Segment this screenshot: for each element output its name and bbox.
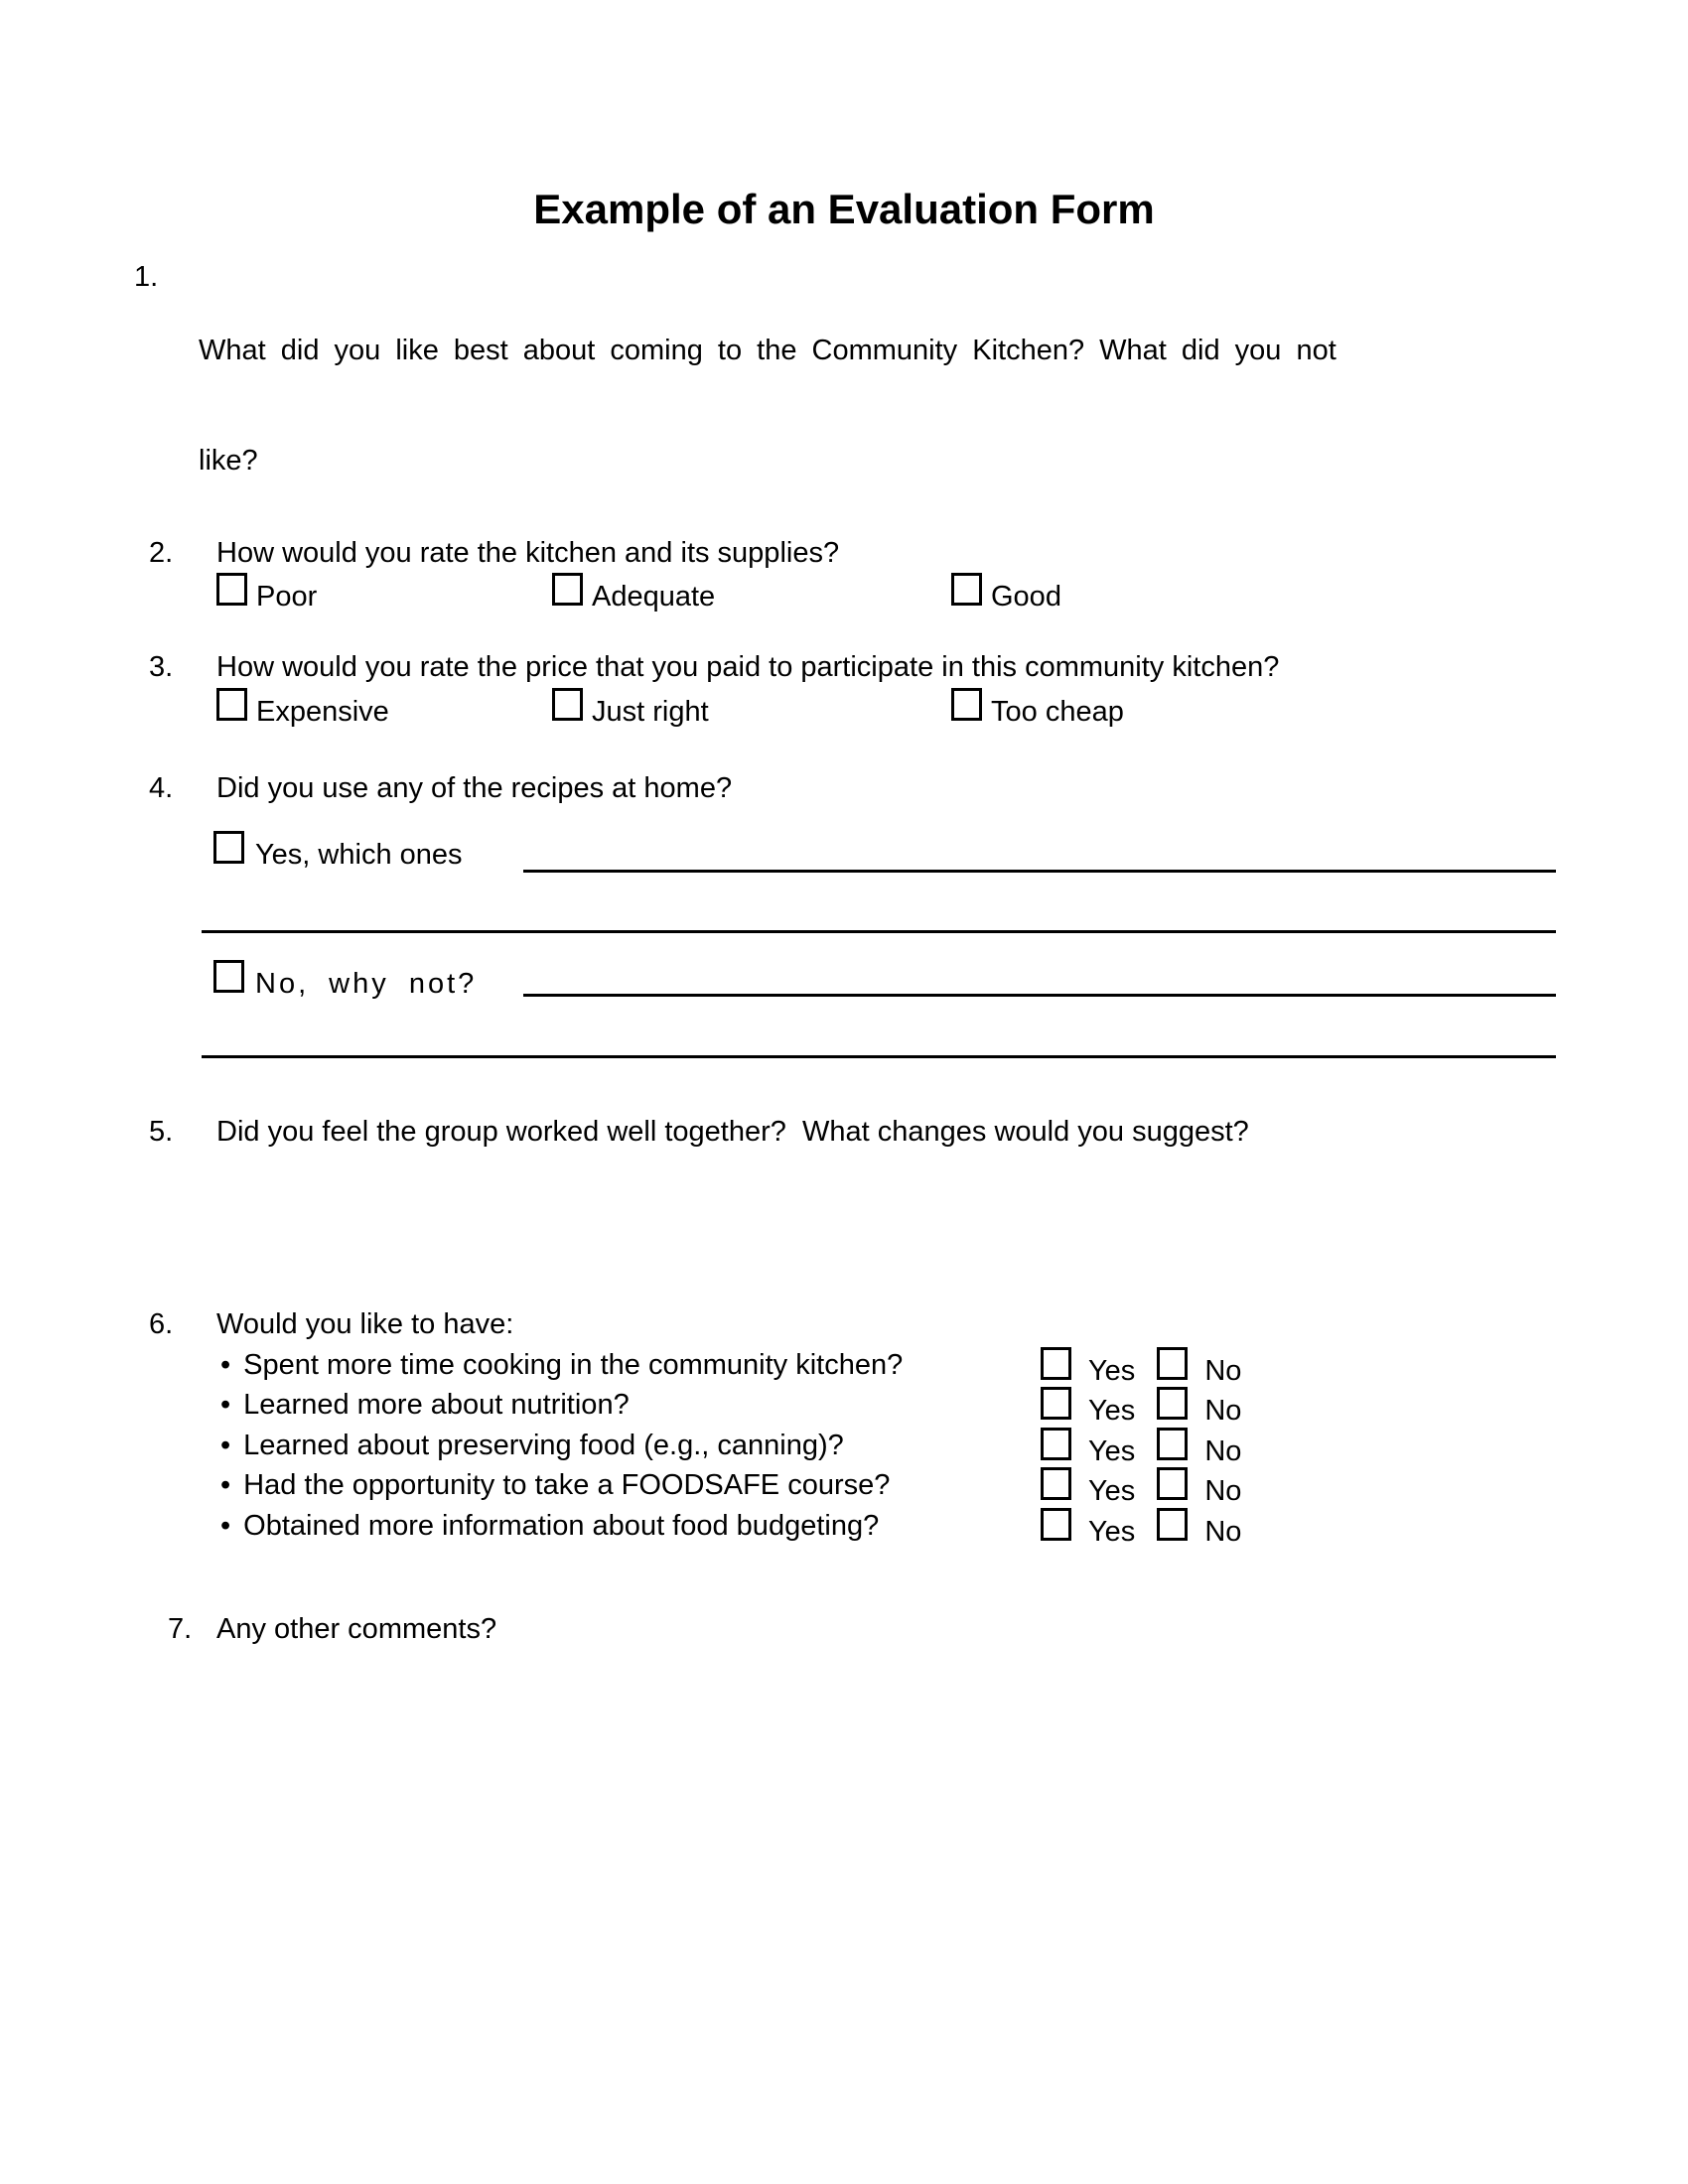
q3-expensive-checkbox[interactable] [216,688,247,721]
q6-item-1-yes-checkbox[interactable] [1041,1347,1071,1380]
q6-item-5-text: Obtained more information about food budgeting? [243,1510,880,1542]
q6-item-4-yes-checkbox[interactable] [1041,1467,1071,1500]
q1-text-line2: like? [199,445,258,477]
q6-item-2-yes-checkbox[interactable] [1041,1387,1071,1420]
q4-yes-answer-line-2[interactable] [202,930,1556,933]
bullet-icon: • [220,1510,231,1542]
bullet-icon: • [220,1389,231,1421]
q2-option-adequate [552,573,715,614]
q2-text: How would you rate the kitchen and its supplies? [216,537,840,569]
q2-adequate-label: Adequate [592,581,716,613]
q3-options-row [216,688,1567,730]
q1-number: 1. [134,261,159,293]
q4-yes-row [213,831,463,873]
q7-number: 7. [168,1613,193,1645]
q6-number: 6. [149,1308,174,1340]
q3-expensive-label: Expensive [256,696,389,728]
q6-item-row-1 [220,1347,1551,1388]
q6-item-3-yes-no-group [1041,1428,1241,1469]
q3-just-right-label: Just right [592,696,709,728]
bullet-icon: • [220,1430,231,1461]
bullet-icon: • [220,1349,231,1381]
q2-option-poor [216,573,317,614]
q6-text: Would you like to have: [216,1308,514,1340]
q4-no-answer-line-2[interactable] [202,1055,1556,1058]
q6-item-4-text: Had the opportunity to take a FOODSAFE course? [243,1469,891,1501]
q6-item-3-no-label: No [1204,1435,1242,1467]
q3-too-cheap-label: Too cheap [991,696,1124,728]
q6-item-2-no-checkbox[interactable] [1157,1387,1188,1420]
q6-item-5-yes-label: Yes [1088,1516,1136,1548]
q6-item-1-yes-label: Yes [1088,1355,1136,1387]
q4-text: Did you use any of the recipes at home? [216,772,733,804]
q2-poor-label: Poor [256,581,318,613]
q6-item-1-yes-no-group [1041,1347,1241,1389]
q4-no-checkbox[interactable] [213,960,244,993]
q2-good-label: Good [991,581,1061,613]
q4-yes-checkbox[interactable] [213,831,244,864]
q3-option-just-right [552,688,709,730]
q6-item-4-no-label: No [1204,1475,1242,1507]
q6-item-4-no-checkbox[interactable] [1157,1467,1188,1500]
q3-option-too-cheap [951,688,1124,730]
q6-item-row-4 [220,1467,1551,1508]
q1-text-line1: What did you like best about coming to the Community Kitchen? What did you not [199,335,1336,366]
q6-item-row-5 [220,1508,1551,1549]
q6-item-row-2 [220,1387,1551,1428]
q6-item-4-yes-no-group [1041,1467,1241,1509]
q6-item-5-yes-no-group [1041,1508,1241,1550]
q6-item-1-no-checkbox[interactable] [1157,1347,1188,1380]
q6-item-2-yes-no-group [1041,1387,1241,1429]
q6-item-3-yes-checkbox[interactable] [1041,1428,1071,1460]
q2-good-checkbox[interactable] [951,573,982,606]
q1-text [199,259,1336,553]
q6-item-2-no-label: No [1204,1395,1242,1427]
q5-text: Did you feel the group worked well together? What changes would you suggest? [216,1116,1249,1148]
q6-item-3-yes-label: Yes [1088,1435,1136,1467]
q4-yes-label: Yes, which ones [255,839,463,871]
q3-number: 3. [149,651,174,683]
q6-item-5-yes-checkbox[interactable] [1041,1508,1071,1541]
q6-item-4-yes-label: Yes [1088,1475,1136,1507]
q6-item-1-text: Spent more time cooking in the community kitchen? [243,1349,904,1381]
q6-item-5-no-checkbox[interactable] [1157,1508,1188,1541]
q5-number: 5. [149,1116,174,1148]
q4-number: 4. [149,772,174,804]
q6-item-5-no-label: No [1204,1516,1242,1548]
form-title: Example of an Evaluation Form [533,186,1155,232]
q3-option-expensive [216,688,389,730]
q4-no-answer-line-1[interactable] [523,994,1556,997]
q6-item-3-no-checkbox[interactable] [1157,1428,1188,1460]
q6-item-1-no-label: No [1204,1355,1242,1387]
q6-item-row-3 [220,1428,1551,1468]
bullet-icon: • [220,1469,231,1501]
q2-poor-checkbox[interactable] [216,573,247,606]
q4-yes-answer-line-1[interactable] [523,870,1556,873]
q2-number: 2. [149,537,174,569]
q3-too-cheap-checkbox[interactable] [951,688,982,721]
q3-text: How would you rate the price that you paid to participate in this community kitchen? [216,651,1280,683]
q4-no-label: No, why not? [255,968,478,1000]
q2-adequate-checkbox[interactable] [552,573,583,606]
q7-text: Any other comments? [216,1613,497,1645]
q6-item-2-yes-label: Yes [1088,1395,1136,1427]
q6-item-3-text: Learned about preserving food (e.g., canning)? [243,1430,844,1461]
q4-no-row [213,960,477,1002]
q2-option-good [951,573,1061,614]
q3-just-right-checkbox[interactable] [552,688,583,721]
q6-item-2-text: Learned more about nutrition? [243,1389,630,1421]
q2-options-row [216,573,1567,614]
